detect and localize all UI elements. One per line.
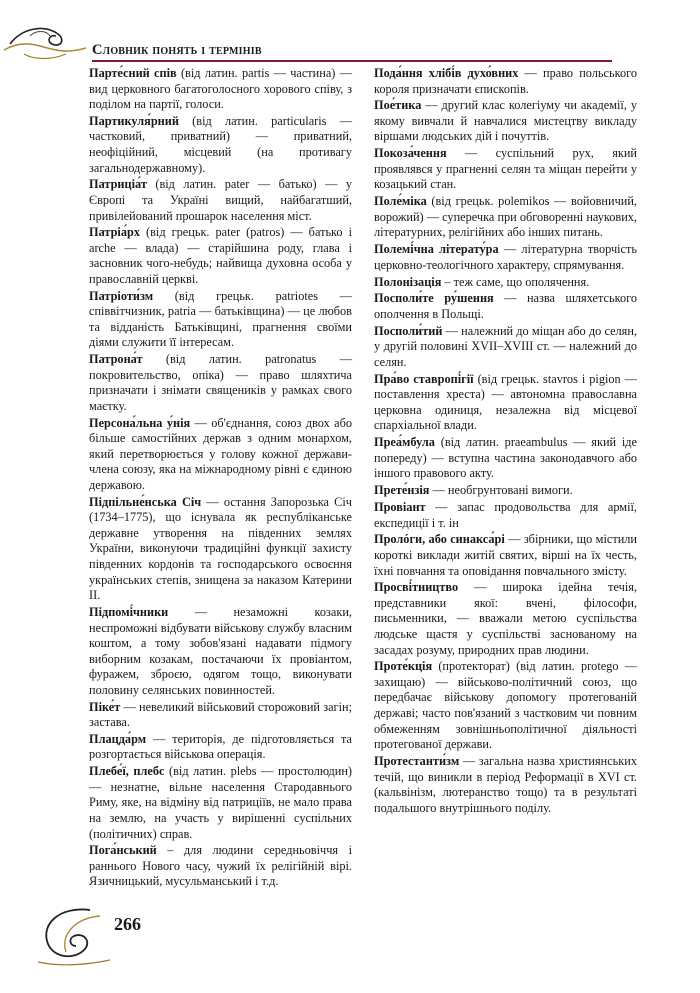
page-title: Словник понять і термінів (92, 42, 262, 58)
glossary-entry (89, 416, 352, 494)
glossary-definition: — літературна творчість церковно-теологічного характеру, спрямування. (374, 242, 637, 272)
glossary-definition: (від латин. pater — батько) — у Європі та Україні вищий, найбагатший, привілейований прошарок населення міст. (89, 177, 352, 223)
glossary-definition: — суспільний рух, який проявлявся у прагненні селян та міщан перейти у козацький стан. (374, 146, 637, 192)
glossary-term: Патріоти́зм (89, 288, 154, 303)
glossary-term: Полемі́чна літерату́ра (374, 242, 499, 257)
glossary-term: Протестанти́зм (374, 753, 460, 768)
glossary-definition: — необгрунтовані вимоги. (429, 483, 573, 498)
glossary-entry (374, 754, 637, 816)
glossary-entry (89, 225, 352, 287)
glossary-definition: — об'єднання, союз двох або більше самостійних держав з одним монархом, який перетворюється у голову кожної держави-члена союзу, яка на міжнародному рівні є єдиною державою. (89, 415, 352, 492)
glossary-entry (374, 291, 637, 322)
glossary-term: Патріа́рх (89, 225, 140, 240)
glossary-term: Пога́нський (89, 843, 157, 858)
glossary-term: Пое́тика (374, 98, 422, 113)
page-number: 266 (114, 914, 141, 934)
glossary-entry (374, 98, 637, 145)
glossary-definition: – теж саме, що ополячення. (441, 274, 590, 289)
glossary-entry (374, 242, 637, 273)
glossary-term: Парте́сний спів (89, 66, 177, 80)
glossary-definition: – для людини середньовіччя і раннього Нового часу, чужий їх релігійній вірі. Язичницький, мусульманський і т.д. (89, 843, 352, 889)
glossary-definition: (від латин. particularis — частковий, приватний) — приватний, неофіційний, місцевий (на противагу загальнодержавному). (89, 113, 352, 175)
glossary-entry (374, 324, 637, 371)
glossary-entry (374, 194, 637, 241)
glossary-entry (89, 700, 352, 731)
glossary-term: Пода́ння хлібі́в духо́вних (374, 66, 519, 80)
glossary-term: Преа́мбула (374, 435, 435, 450)
glossary-entry (374, 483, 637, 499)
page-header (0, 0, 700, 70)
swirl-ornament-icon (30, 900, 120, 970)
glossary-entry (89, 732, 352, 763)
glossary-columns (89, 66, 637, 896)
glossary-entry (374, 580, 637, 658)
glossary-definition: — запас продовольства для армії, експедиції і т. ін (374, 500, 637, 530)
glossary-term: Пра́во ставропі́гії (374, 371, 474, 386)
glossary-definition: — територія, де підготовляється та розгортається військова операція. (89, 731, 352, 762)
page-footer (0, 880, 700, 993)
glossary-definition: (від грецьк. patriotes — співвітчизник, patria — батьківщина) — це любов та відданість Батьківщині, прагнення своїми діями служити її інтересам. (89, 288, 352, 350)
glossary-entry (374, 372, 637, 434)
glossary-entry (89, 289, 352, 351)
glossary-definition: — невеликий військовий сторожовий загін; застава. (89, 699, 352, 730)
glossary-term: Просві́тництво (374, 580, 459, 595)
glossary-entry (374, 500, 637, 531)
glossary-definition: (протекторат) (від латин. protego — захищаю) — військово-політичний союз, що передбачає військову допомогу протегованій державі; часто пов'язаний з частковим чи повним обмеженням зовнішньополітичної діяльності протегованої держави. (374, 659, 637, 752)
glossary-term: Прете́нзія (374, 483, 430, 498)
glossary-term: Полонізація (374, 274, 442, 289)
glossary-term: Підпомі́чники (89, 604, 169, 619)
glossary-definition: — збірники, що містили короткі виклади житій святих, вірші на їх честь, їхні повчання та оповідання повчального змісту. (374, 532, 637, 578)
glossary-entry (89, 177, 352, 224)
swirl-ornament-icon (0, 14, 100, 64)
glossary-term: Партикуля́рний (89, 113, 179, 128)
glossary-entry (374, 435, 637, 482)
glossary-definition: (від грецьк. pater (patros) — батько і arche — влада) — старійшина роду, глава і засновник чого-небудь; найвища духовна особа у православній церкві. (89, 225, 352, 286)
glossary-definition: — другий клас колегіуму чи академії, у якому вивчали й навчалися мистецтву викладу віршами людських дій і почуттів. (374, 98, 637, 144)
header-rule (92, 60, 612, 62)
glossary-term: Підпільне́нська Січ (89, 494, 202, 509)
glossary-entry (374, 146, 637, 193)
glossary-definition: (від латин. patronatus — покровительство, опіка) — право шляхтича призначати і знімати священиків у рамках свого маєтку. (89, 352, 352, 413)
glossary-term: Покоза́чення (374, 146, 447, 161)
glossary-definition: — назва шляхетського ополчення в Польщі. (374, 291, 637, 321)
glossary-term: Плацда́рм (89, 731, 147, 746)
glossary-definition: — загальна назва християнських течій, що виникли в період Реформації в XVI ст. (кальвінізм, лютеранство тощо) та в результаті подальшого внутрішнього поділу. (374, 753, 637, 815)
glossary-entry (89, 495, 352, 604)
glossary-entry (374, 275, 637, 291)
glossary-entry (374, 532, 637, 579)
glossary-term: Плебе́ї, плебс (89, 764, 165, 779)
glossary-entry (374, 659, 637, 752)
glossary-definition: — остання Запорозька Січ (1734–1775), що існувала як республіканське державне утворення на південних землях України, виконуючи традиційні функції захисту південних кордонів та господарського освоєння українських степів, знищена за наказом Катерини II. (89, 494, 352, 603)
glossary-definition: — широка ідейна течія, представники якої: вчені, філософи, письменники, — вважали метою суспільства людське щастя у суспільстві заснованому на засадах розуму, природних прав людини. (374, 580, 637, 657)
glossary-definition: (від латин. plebs — простолюдин) — незнатне, вільне населення Стародавнього Риму, яке, на відміну від патриціїв, не мало права на землю, на участь у вирішенні суспільних (політичних) справ. (89, 764, 353, 841)
glossary-entry (374, 66, 637, 97)
glossary-term: Посполи́тий (374, 323, 443, 338)
glossary-entry (89, 352, 352, 414)
glossary-term: Посполи́те ру́шення (374, 291, 494, 306)
glossary-definition: — право польського короля призначати єпископів. (374, 66, 637, 96)
glossary-definition: (від латин. praeambulus — який іде попереду) — вступна частина законодавчого або іншого правового акту. (374, 435, 637, 481)
glossary-entry (89, 114, 352, 176)
glossary-term: Провіант (374, 500, 426, 515)
glossary-entry (89, 764, 352, 842)
glossary-definition: — незаможні козаки, неспроможні відбувати військову службу власним коштом, а тому зобов'язані надавати підмогу виборним козакам, постачаючи їх провіантом, фуражем, зброєю, одягом тощо, виконувати половину селянських повинностей. (89, 604, 352, 697)
glossary-entry (89, 605, 352, 698)
glossary-left-column (89, 66, 352, 891)
glossary-term: Персона́льна у́ні‍я (89, 415, 191, 430)
glossary-definition: (від латин. partis — частина) — вид церковного багатоголосного хорового співу, з поділом на партії, голоси. (89, 66, 352, 112)
glossary-term: Піке́т (89, 699, 121, 714)
glossary-term: Поле́міка (374, 194, 427, 209)
glossary-right-column (374, 66, 637, 817)
glossary-entry (89, 66, 352, 113)
glossary-term: Пролóги, або синакса́рі (374, 532, 505, 547)
glossary-term: Патриціа́т (89, 177, 147, 192)
glossary-term: Патрона́т (89, 352, 143, 367)
glossary-definition: (від грецьк. polemikos — войовничий, ворожий) — суперечка при обговоренні наукових, літературних, релігійних або інших питань. (374, 194, 637, 240)
glossary-definition: (від грецьк. stavros і pigion — поставлення хреста) — автономна православна церковна одиниця, незалежна від місцевої спархіальної влади. (374, 371, 637, 433)
glossary-term: Проте́кція (374, 659, 433, 674)
glossary-definition: — належний до міщан або до селян, у другій половині XVII–XVIII ст. — належний до селян. (374, 323, 637, 369)
